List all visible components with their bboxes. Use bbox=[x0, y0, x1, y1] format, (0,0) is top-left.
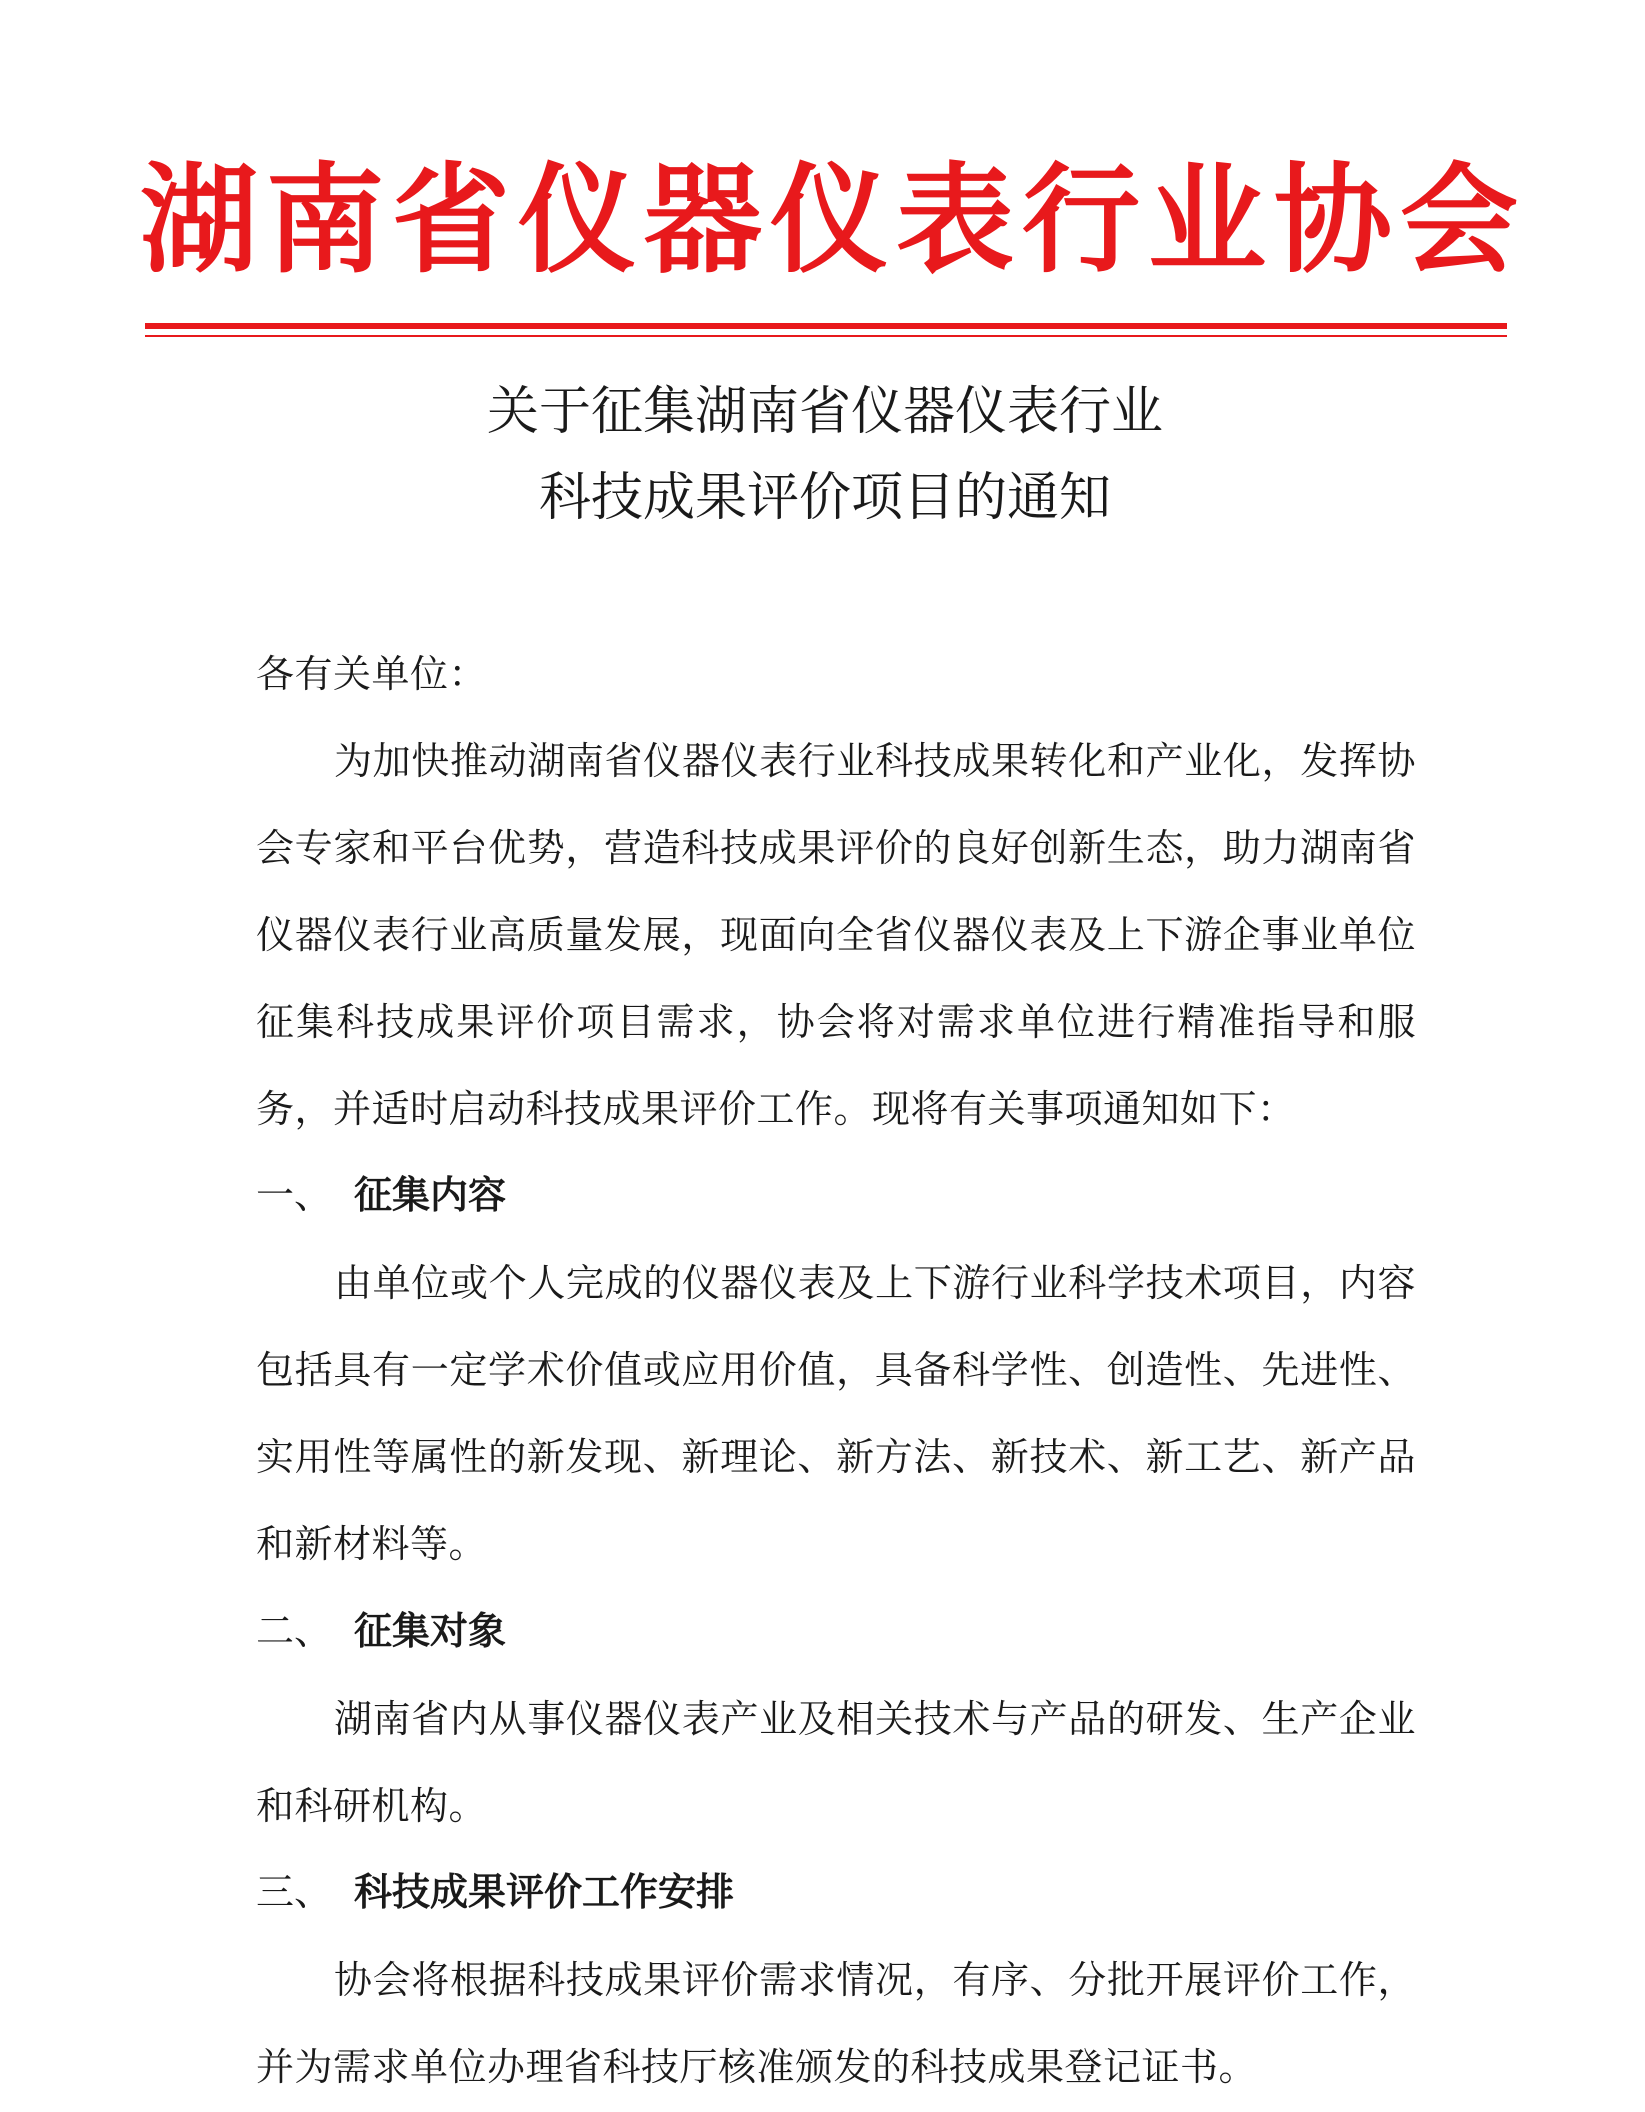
section-title-2: 征集对象 bbox=[354, 1609, 507, 1653]
intro-paragraph: 为加快推动湖南省仪器仪表行业科技成果转化和产业化，发挥协会专家和平台优势，营造科技成果评价的良好创新生态，助力湖南省仪器仪表行业高质量发展，现面向全省仪器仪表及上下游企事业单位征集科技成果评价项目需求，协会将对需求单位进行精准指导和服务，并适时启动科技成果评价工作。现将有关事项通知如下： bbox=[256, 739, 1416, 1131]
notice-title-line-2: 科技成果评价项目的通知 bbox=[538, 468, 1111, 528]
organization-masthead: 湖南省仪器仪表行业协会 bbox=[140, 151, 1527, 289]
section-paragraph-1: 由单位或个人完成的仪器仪表及上下游行业科学技术项目，内容包括具有一定学术价值或应用价值，具备科学性、创造性、先进性、实用性等属性的新发现、新理论、新方法、新技术、新工艺、新产品和新材料等。 bbox=[256, 1261, 1416, 1566]
section-number-2: 二、 bbox=[256, 1609, 333, 1653]
masthead-rule-thin bbox=[145, 335, 1507, 337]
section-heading-1 bbox=[256, 1165, 506, 1225]
section-heading-3 bbox=[256, 1862, 734, 1922]
section-paragraph-3: 协会将根据科技成果评价需求情况，有序、分批开展评价工作，并为需求单位办理省科技厅核准颁发的科技成果登记证书。 bbox=[256, 1958, 1416, 2089]
section-paragraph-2: 湖南省内从事仪器仪表产业及相关技术与产品的研发、生产企业和科研机构。 bbox=[256, 1697, 1416, 1828]
section-heading-2 bbox=[256, 1601, 506, 1661]
section-number-3: 三、 bbox=[256, 1870, 333, 1914]
section-title-1: 征集内容 bbox=[354, 1173, 507, 1217]
notice-title-line-1: 关于征集湖南省仪器仪表行业 bbox=[486, 382, 1163, 442]
section-number-1: 一、 bbox=[256, 1173, 333, 1217]
section-title-3: 科技成果评价工作安排 bbox=[354, 1870, 735, 1914]
salutation: 各有关单位： bbox=[256, 652, 488, 696]
masthead-rule-thick bbox=[145, 323, 1507, 329]
